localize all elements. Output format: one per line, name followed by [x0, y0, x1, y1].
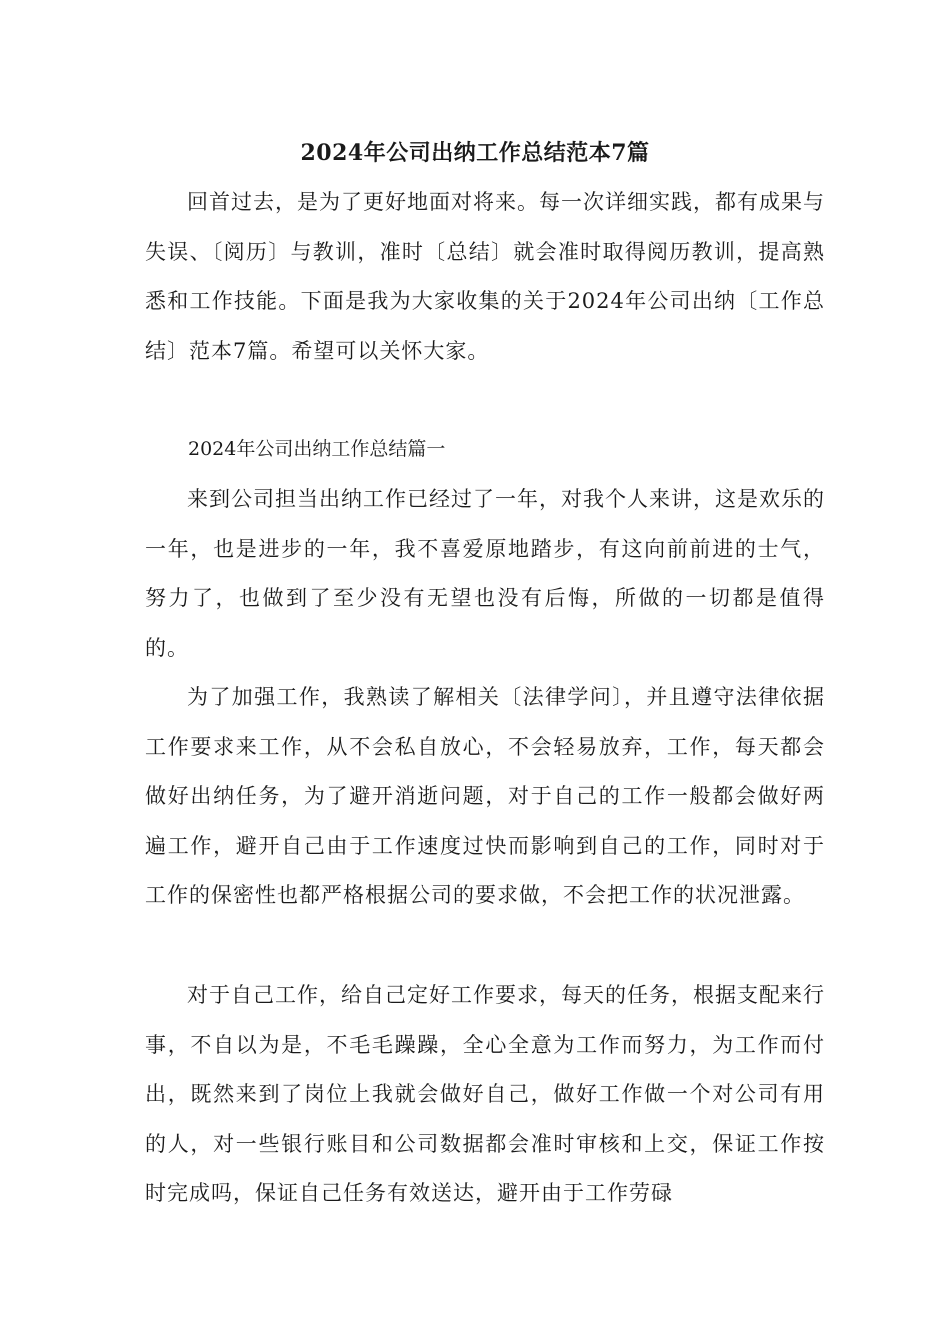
intro-paragraph: 回首过去，是为了更好地面对将来。每一次详细实践，都有成果与失误、〔阅历〕与教训，准时〔总结〕就会准时取得阅历教训，提高熟悉和工作技能。下面是我为大家收集的关于2024年公司出纳〔工作总结〕范本7篇。希望可以关怀大家。: [145, 190, 825, 363]
body-paragraph-3: 对于自己工作，给自己定好工作要求，每天的任务，根据支配来行事，不自以为是，不毛毛躁躁，全心全意为工作而努力，为工作而付出，既然来到了岗位上我就会做好自己，做好工作做一个对公司有用的人，对一些银行账目和公司数据都会准时审核和上交，保证工作按时完成吗，保证自己任务有效送达，避开由于工作劳碌: [145, 983, 825, 1206]
section-heading: 2024年公司出纳工作总结篇一: [188, 438, 446, 460]
document-title: 2024年公司出纳工作总结范本7篇: [300, 140, 650, 166]
body-paragraph-2: 为了加强工作，我熟读了解相关〔法律学问〕，并且遵守法律依据工作要求来工作，从不会私自放心，不会轻易放弃，工作，每天都会做好出纳任务，为了避开消逝问题，对于自己的工作一般都会做好两遍工作，避开自己由于工作速度过快而影响到自己的工作，同时对于工作的保密性也都严格根据公司的要求做，不会把工作的状况泄露。: [145, 685, 825, 908]
body-paragraph-1: 来到公司担当出纳工作已经过了一年，对我个人来讲，这是欢乐的一年，也是进步的一年，我不喜爱原地踏步，有这向前前进的士气，努力了，也做到了至少没有无望也没有后悔，所做的一切都是值得的。: [145, 487, 825, 660]
